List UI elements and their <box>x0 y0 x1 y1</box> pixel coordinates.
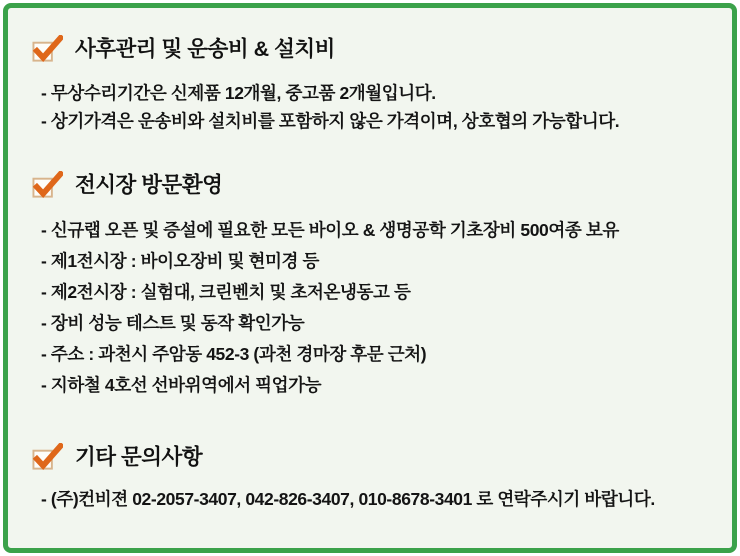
section-title: 사후관리 및 운송비 & 설치비 <box>75 37 335 61</box>
notice-board <box>3 3 737 553</box>
section-header <box>32 35 714 63</box>
section-inquiries <box>32 443 714 515</box>
bullet-line: - (주)컨비젼 02-2057-3407, 042-826-3407, 010-8678-3401 로 연락주시기 바랍니다. <box>41 489 655 509</box>
bullet-line: - 신규랩 오픈 및 증설에 필요한 모든 바이오 & 생명공학 기초장비 500여종 보유 <box>41 220 619 240</box>
section-title: 기타 문의사항 <box>75 445 203 469</box>
section-title: 전시장 방문환영 <box>75 173 223 197</box>
section-item-list <box>32 484 714 515</box>
bullet-line: - 무상수리기간은 신제품 12개월, 중고품 2개월입니다. <box>41 83 436 103</box>
checkbox-checked-icon <box>32 35 63 63</box>
bullet-line: - 제2전시장 : 실험대, 크린벤치 및 초저온냉동고 등 <box>41 282 411 302</box>
section-header <box>32 443 714 471</box>
bullet-line: - 제1전시장 : 바이오장비 및 현미경 등 <box>41 251 320 271</box>
section-item-list <box>32 79 714 135</box>
section-after-service <box>32 35 714 135</box>
section-header <box>32 171 714 199</box>
section-item-list <box>32 215 714 401</box>
bullet-line: - 주소 : 과천시 주암동 452-3 (과천 경마장 후문 근처) <box>41 344 427 364</box>
checkbox-checked-icon <box>32 171 63 199</box>
bullet-line: - 장비 성능 테스트 및 동작 확인가능 <box>41 313 305 333</box>
section-showroom <box>32 171 714 401</box>
checkbox-checked-icon <box>32 443 63 471</box>
bullet-line: - 지하철 4호선 선바위역에서 픽업가능 <box>41 375 322 395</box>
bullet-line: - 상기가격은 운송비와 설치비를 포함하지 않은 가격이며, 상호협의 가능합니다. <box>41 111 620 131</box>
